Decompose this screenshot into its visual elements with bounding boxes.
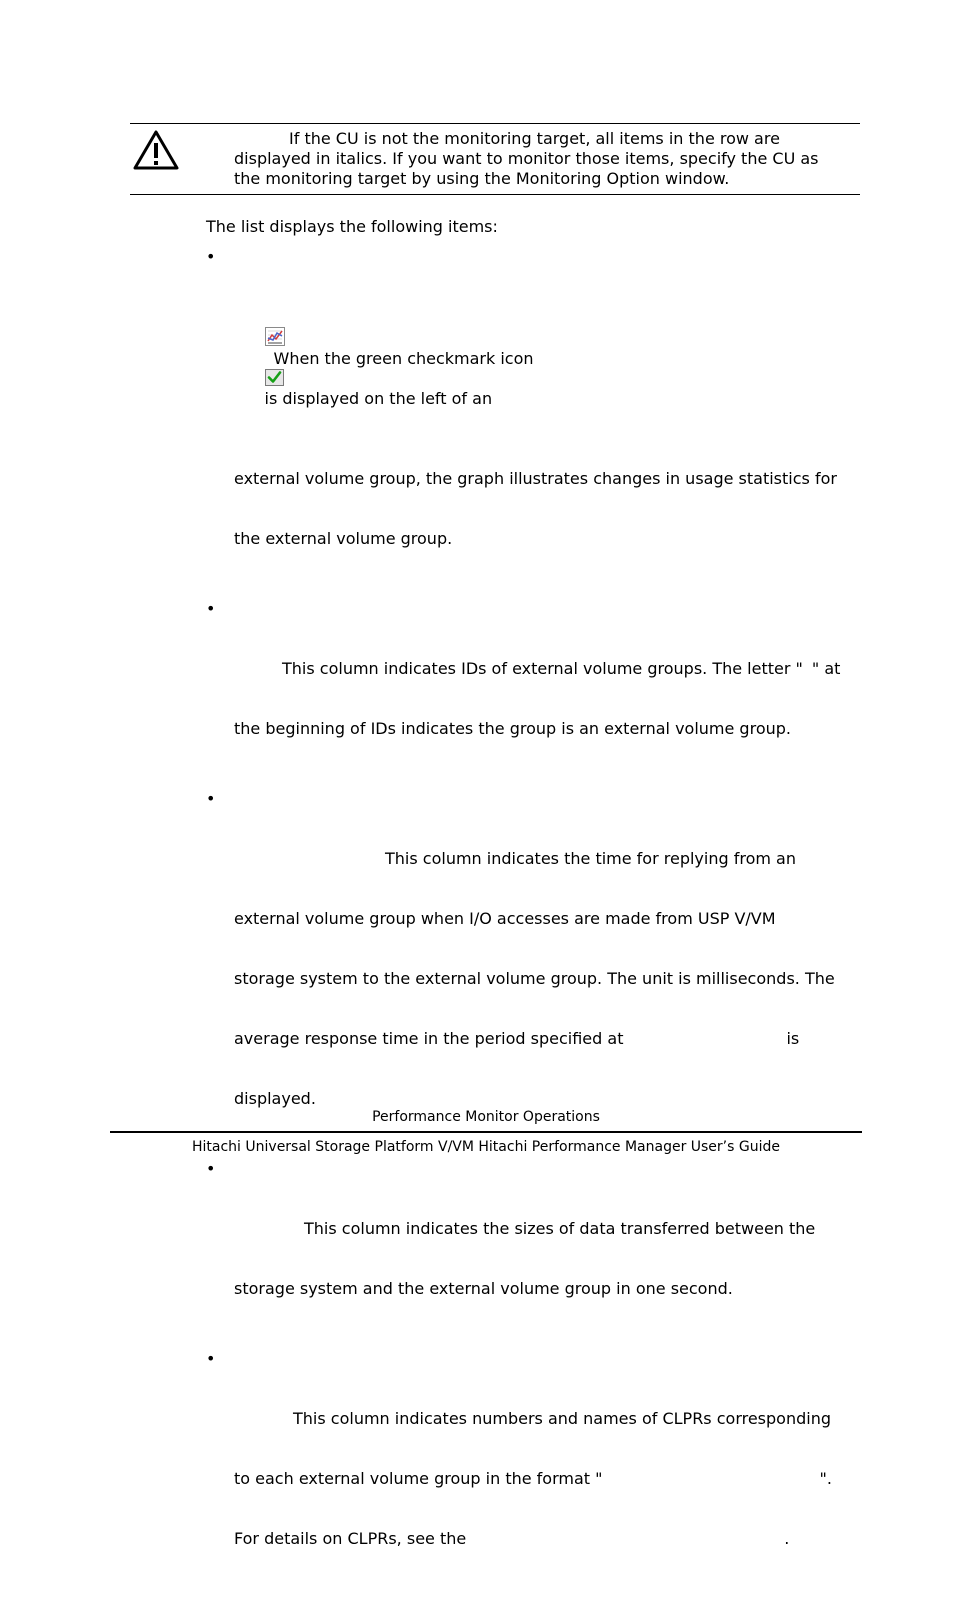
caution-line-2: displayed in italics. If you want to monitor those items, specify the CU as — [234, 149, 819, 168]
caution-text — [234, 129, 854, 189]
graph-item-line-3: the external volume group. — [234, 529, 453, 548]
list-item-graph — [206, 247, 866, 589]
response-line-4b: is — [786, 1029, 800, 1048]
clpr-line-3a: For details on CLPRs, see the — [234, 1529, 467, 1548]
group-id-line-2: the beginning of IDs indicates the group is an external volume group. — [234, 719, 791, 738]
graph-icon — [265, 327, 285, 346]
bullet-dot: • — [206, 1159, 216, 1178]
bullet-dot: • — [206, 247, 216, 266]
response-line-4a: average response time in the period specified at — [234, 1029, 624, 1048]
clpr-line-2a: to each external volume group in the format " — [234, 1469, 603, 1488]
caution-line-1: If the CU is not the monitoring target, all items in the row are — [289, 129, 780, 148]
item-list — [206, 247, 866, 1599]
bullet-dot: • — [206, 599, 216, 618]
transfer-line-1: This column indicates the sizes of data transferred between the — [304, 1219, 816, 1238]
list-item-transfer — [206, 1159, 866, 1339]
response-line-1: This column indicates the time for replying from an — [385, 849, 796, 868]
footer-divider — [110, 1131, 862, 1133]
graph-item-text-a: When the green checkmark icon — [273, 349, 534, 368]
list-item-response-time — [206, 789, 866, 1149]
caution-line-3: the monitoring target by using the Monitoring Option window. — [234, 169, 730, 188]
footer-section-title: Performance Monitor Operations — [372, 1109, 600, 1125]
transfer-line-2: storage system and the external volume group in one second. — [234, 1279, 733, 1298]
caution-note — [130, 123, 860, 195]
response-line-3: storage system to the external volume group. The unit is milliseconds. The — [234, 969, 835, 988]
clpr-line-1: This column indicates numbers and names of CLPRs corresponding — [293, 1409, 831, 1428]
bullet-dot: • — [206, 789, 216, 808]
list-item-group-id — [206, 599, 866, 779]
checkmark-icon — [265, 369, 284, 386]
bullet-dot: • — [206, 1349, 216, 1368]
group-id-line-1b: " at — [811, 659, 841, 678]
response-line-2: external volume group when I/O accesses are made from USP V/VM — [234, 909, 776, 928]
clpr-line-3b: . — [784, 1529, 790, 1548]
graph-item-text-b: is displayed on the left of an — [264, 389, 493, 408]
warning-icon — [132, 128, 180, 172]
group-id-line-1a: This column indicates IDs of external volume groups. The letter " — [282, 659, 803, 678]
graph-item-line-2: external volume group, the graph illustrates changes in usage statistics for — [234, 469, 837, 488]
list-item-clpr — [206, 1349, 866, 1589]
response-line-5: displayed. — [234, 1089, 316, 1108]
footer-guide-title: Hitachi Universal Storage Platform V/VM Hitachi Performance Manager User’s Guide — [192, 1139, 780, 1155]
list-intro: The list displays the following items: — [206, 217, 498, 236]
clpr-line-2b: ". — [819, 1469, 832, 1488]
